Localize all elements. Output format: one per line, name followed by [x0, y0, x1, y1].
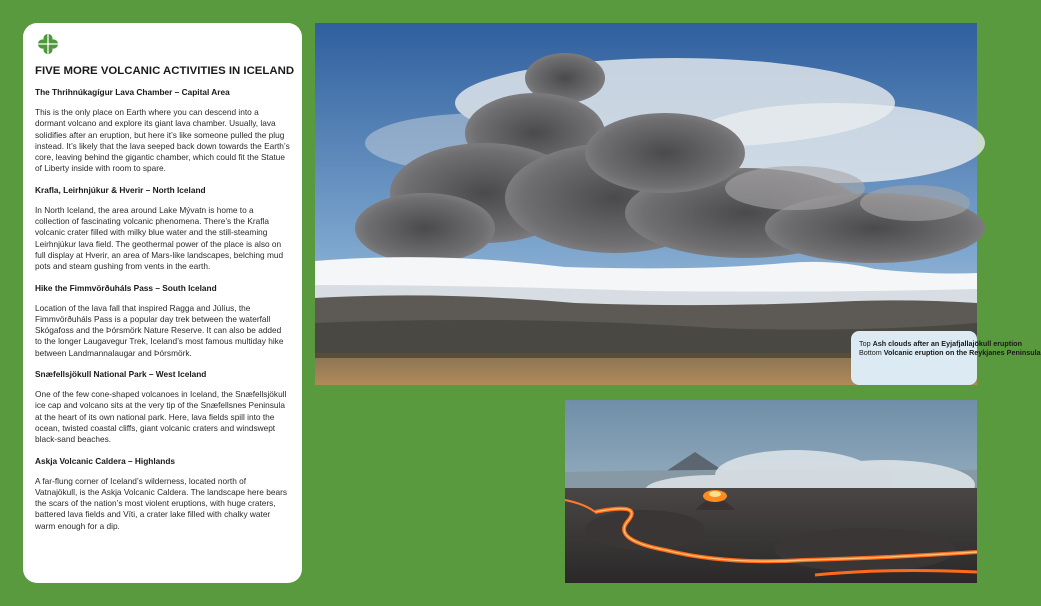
caption-bottom-label: Bottom [859, 348, 882, 358]
section-body: Location of the lava fall that inspired Ragga and Júlíus, the Fimmvörðuháls Pass is a popular day trek between the waterfall Skógafoss and the Þórsmörk Nature Reserve. It can also be added to the longer Laugavegur Trek, Iceland’s most famous multiday hike between Landmannalaugar and Þórsmörk. [35, 302, 284, 358]
caption-top-label: Top [859, 339, 871, 348]
shamrock-icon [37, 33, 59, 55]
section-body: This is the only place on Earth where you can descend into a dormant volcano and explore its giant lava chamber. Usually, lava solidifies after an eruption, but here it’s like someone pulled the plug instead. It’s likely that the lava seeped back down towards the Earth’s core, leaving behind the gigantic chamber, which could fit the Statue of Liberty inside with room to spare. [35, 107, 290, 174]
section-heading: Askja Volcanic Caldera – Highlands [35, 455, 176, 466]
section-heading: The Thrihnúkagígur Lava Chamber – Capital Area [35, 87, 230, 97]
section-heading: Krafla, Leirhnjúkur & Hverir – North Iceland [35, 184, 206, 195]
panel-title: FIVE MORE VOLCANIC ACTIVITIES IN ICELAND [35, 65, 295, 77]
section-body: A far-flung corner of Iceland’s wilderness, located north of Vatnajökull, is the Askja Volcanic Caldera. The landscape here bears the scars of the nation’s most violent eruptions, with huge craters, battered lava fields and Víti, a crater lake filled with chalky water warm enough for a dip. [35, 475, 287, 531]
photo-caption [851, 331, 1041, 385]
lava-eruption-photo [565, 400, 977, 583]
caption-bottom-text: Volcanic eruption on the Reykjanes Peninsula [883, 348, 1041, 358]
text-panel [23, 23, 302, 583]
section-heading: Hike the Fimmvörðuháls Pass – South Iceland [35, 282, 217, 293]
caption-top-text: Ash clouds after an Eyjafjallajökull eruption [872, 339, 1022, 348]
section-heading: Snæfellsjökull National Park – West Iceland [35, 369, 207, 380]
section-body: In North Iceland, the area around Lake Mývatn is home to a collection of fascinating volcanic phenomena. There’s the Krafla volcanic crater filled with milky blue water and the still-steaming Leirhnjúkur lava field. The geothermal power of the place is also on full display at Hverir, an area of Mars-like landscapes, belching mud pots and steam gushing from vents in the earth. [35, 204, 284, 272]
section-body: One of the few cone-shaped volcanoes in Iceland, the Snæfellsjökull ice cap and volcano sits at the very tip of the Snæfellsnes Peninsula at the heart of its own national park. Here, lava fields spill into the ocean, twisted coastal cliffs, giant volcanic craters and windswept black-sand beaches. [35, 389, 287, 445]
